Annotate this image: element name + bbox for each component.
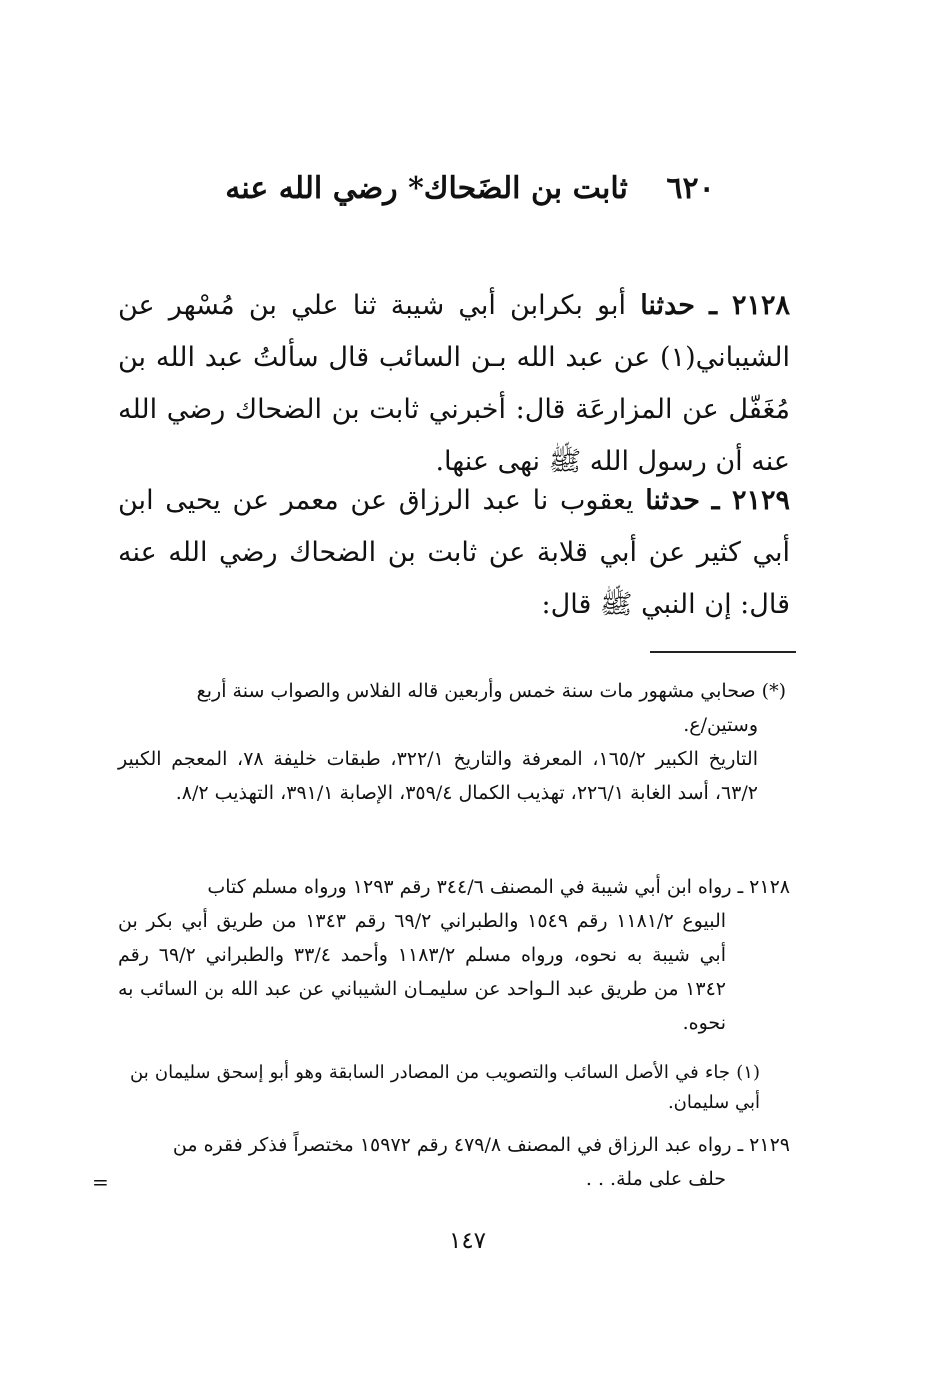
hadith-number: ٢١٢٨ ـ bbox=[709, 290, 791, 321]
footnote-number: ٢١٢٨ ـ bbox=[737, 876, 790, 898]
page-number: ١٤٧ bbox=[448, 1228, 487, 1254]
footnote-text: جاء في الأصل السائب والتصويب من المصادر السابقة وهو أبو إسحق سليمان بن أبي سليمان. bbox=[130, 1062, 760, 1113]
footnote-text: رواه عبد الرزاق في المصنف ٤٧٩/٨ رقم ١٥٩٧٢ مختصراً فذكر فقره من bbox=[172, 1134, 732, 1156]
footnote-hadith-2129 bbox=[118, 1128, 790, 1196]
footnote-marker: (*) bbox=[761, 680, 786, 702]
continuation-mark: = bbox=[92, 1170, 109, 1194]
footnote-star bbox=[118, 674, 786, 810]
footnote-separator bbox=[650, 651, 796, 653]
footnote-number: ٢١٢٩ ـ bbox=[737, 1134, 790, 1156]
hadith-number: ٢١٢٩ ـ bbox=[711, 485, 791, 516]
chapter-heading bbox=[150, 165, 790, 213]
footnote-note-1 bbox=[130, 1058, 760, 1118]
footnote-text: رواه ابن أبي شيبة في المصنف ٣٤٤/٦ رقم ١٢٩٣ ورواه مسلم كتاب bbox=[207, 876, 732, 898]
hadith-lead-word: حدثنا bbox=[645, 485, 700, 516]
chapter-title: ثابت بن الضَحاك* رضي الله عنه bbox=[225, 171, 628, 206]
footnote-continuation: وستين/ع. bbox=[683, 714, 758, 736]
chapter-number: ٦٢٠ bbox=[666, 171, 715, 206]
hadith-2128 bbox=[118, 280, 790, 488]
footnote-body: البيوع ١١٨١/٢ رقم ١٥٤٩ والطبراني ٦٩/٢ رقم ١٣٤٣ من طريق أبي بكر بن أبي شيبة به نحوه، ورواه مسلم ١١٨٣/٢ وأحمد ٣٣/٤ والطبراني ٦٩/٢ رقم ١٣٤٢ من طريق عبد الـواحد عن سليمـان الشيباني عن عبد الله بن السائب به نحوه. bbox=[118, 910, 727, 1034]
hadith-lead-word: حدثنا bbox=[640, 290, 695, 321]
footnote-references: التاريخ الكبير ١٦٥/٢، المعرفة والتاريخ ٣٢٢/١، طبقات خليفة ٧٨، المعجم الكبير ٦٣/٢، أسد الغابة ٢٢٦/١، تهذيب الكمال ٣٥٩/٤، الإصابة ٣٩١/١، التهذيب ٨/٢. bbox=[118, 748, 758, 804]
hadith-text: يعقوب نا عبد الرزاق عن معمر عن يحيى ابن أبي كثير عن أبي قلابة عن ثابت بن الضحاك رضي الله عنه قال: إن النبي ﷺ قال: bbox=[118, 485, 790, 620]
footnote-text: صحابي مشهور مات سنة خمس وأربعين قاله الفلاس والصواب سنة أربع bbox=[196, 680, 756, 702]
footnote-hadith-2128 bbox=[118, 870, 790, 1040]
hadith-2129 bbox=[118, 475, 790, 631]
footnote-marker: (١) bbox=[736, 1062, 760, 1083]
footnote-body: حلف على ملة. . . bbox=[585, 1168, 726, 1190]
hadith-text: أبو بكرابن أبي شيبة ثنا علي بن مُسْهر عن الشيباني(١) عن عبد الله بـن السائب قال سألتُ عبد الله بن مُغَفّل عن المزارعَة قال: أخبرني ثابت بن الضحاك رضي الله عنه أن رسول الله ﷺ نهى عنها. bbox=[118, 290, 790, 477]
